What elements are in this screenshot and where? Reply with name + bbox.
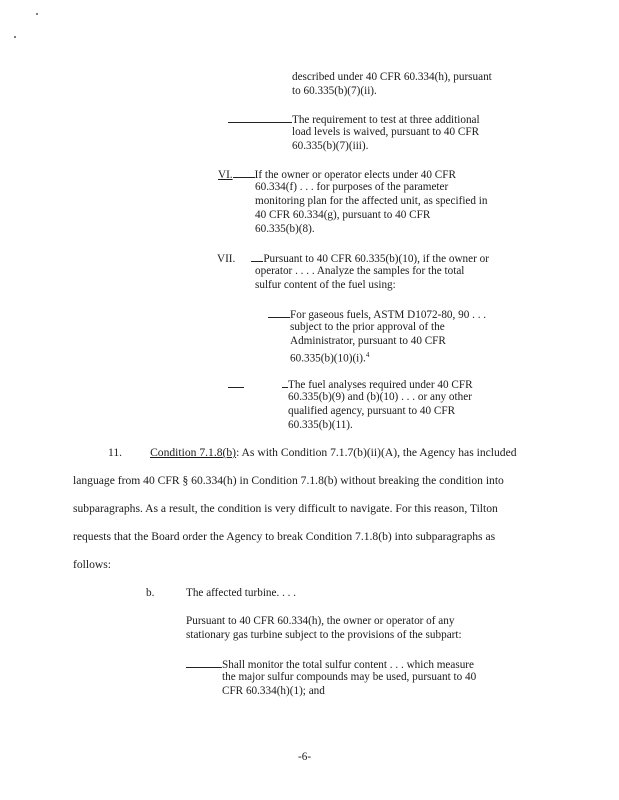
footnote-marker: 4 <box>365 351 370 359</box>
page-number: -6- <box>298 751 312 763</box>
blank-line <box>186 656 222 668</box>
blank-line <box>268 306 290 318</box>
paragraph-11-line-5: follows: <box>73 558 112 571</box>
monitor-item: Shall monitor the total sulfur content . . . which measure <box>186 656 474 672</box>
item-vii: VII. Pursuant to 40 CFR 60.335(b)(10), if the owner or <box>217 250 489 266</box>
item-b-letter: b. <box>146 587 155 599</box>
paragraph-11-line-3: subparagraphs. As a result, the condition is very difficult to navigate. For this reason, Tilton <box>73 502 498 515</box>
scan-speck <box>14 36 16 38</box>
fuel-analyses-cont: 60.335(b)(9) and (b)(10) . . . or any other qualified agency, pursuant to 40 CFR 60.335(b)(11). <box>288 391 472 431</box>
item-vi-cont: 60.334(f) . . . for purposes of the parameter monitoring plan for the affected unit, as specified in 40 CFR 60.334(g), pursuant to 40 CFR 60.335(b)(8). <box>255 181 488 235</box>
blank-line <box>228 111 292 123</box>
blank-line <box>233 166 255 178</box>
paragraph-11-line-1: 11. Condition 7.1.8(b): As with Condition 7.1.7(b)(ii)(A), the Agency has included <box>108 446 517 459</box>
paragraph-11-line-4: requests that the Board order the Agency to break Condition 7.1.8(b) into subparagraphs as <box>73 530 496 543</box>
monitor-item-cont: the major sulfur compounds may be used, pursuant to 40 CFR 60.334(h)(1); and <box>222 671 477 697</box>
scan-speck <box>36 13 38 15</box>
gaseous-fuels-cont: subject to the prior approval of the Administrator, pursuant to 40 CFR 60.335(b)(10)(i).$^4$ <box>290 321 446 365</box>
paragraph-11-line-2: language from 40 CFR § 60.334(h) in Condition 7.1.8(b) without breaking the condition into <box>73 474 504 487</box>
item-vi: VI. If the owner or operator elects under 40 CFR <box>218 166 456 182</box>
item-b-text: The affected turbine. . . . <box>186 587 297 599</box>
waiver-item: The requirement to test at three additional <box>228 111 480 127</box>
item-vii-cont: operator . . . . Analyze the samples for the total sulfur content of the fuel using: <box>255 265 465 291</box>
top-continuation: described under 40 CFR 60.334(h), pursuant to 60.335(b)(7)(ii). <box>292 71 492 97</box>
blank-line <box>251 250 263 262</box>
fuel-analyses-item: The fuel analyses required under 40 CFR <box>228 376 473 392</box>
pursuant-paragraph: Pursuant to 40 CFR 60.334(h), the owner or operator of any stationary gas turbine subject to the provisions of the subpart: <box>186 615 462 641</box>
gaseous-fuels-item: For gaseous fuels, ASTM D1072-80, 90 . . . <box>268 306 486 322</box>
blank-line <box>228 376 244 388</box>
waiver-item-cont: load levels is waived, pursuant to 40 CFR 60.335(b)(7)(iii). <box>292 126 480 152</box>
